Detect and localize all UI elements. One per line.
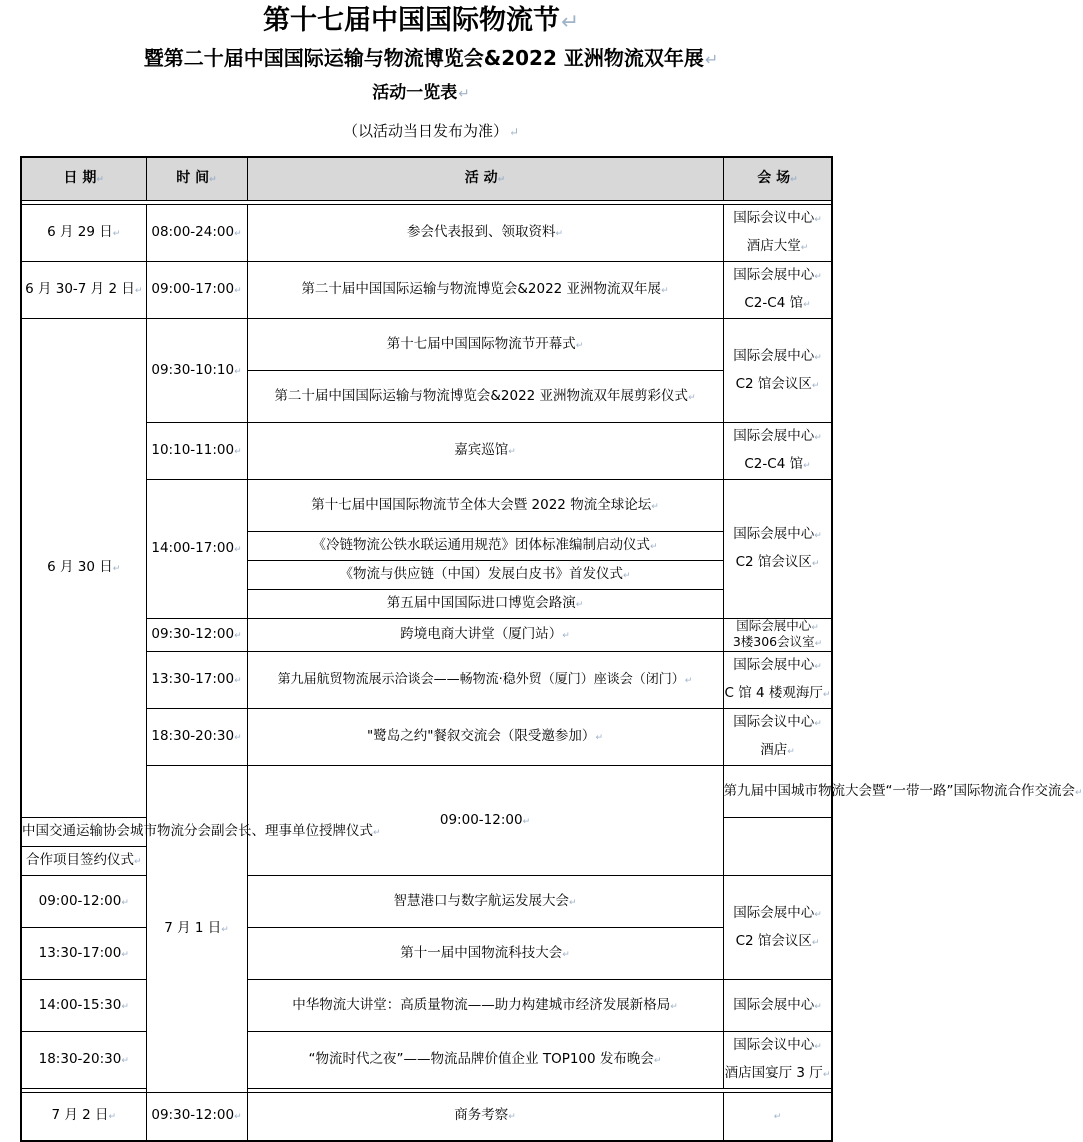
activity-cell: 第二十届中国国际运输与物流博览会&2022 亚洲物流双年展↵ [247,262,723,319]
header-date: 日 期↵ [21,157,146,201]
venue-cell: 国际会展中心↵ C2 馆会议区↵ [723,480,832,619]
header-time: 时 间↵ [146,157,247,201]
list-title: 活动一览表↵ [372,83,470,103]
time-cell: 09:30-12:00↵ [146,619,247,652]
time-cell: 09:00-17:00↵ [146,262,247,319]
date-cell: 6 月 29 日↵ [21,205,146,262]
time-cell: 09:00-12:00↵ [247,766,723,876]
table-row [21,980,832,1032]
table-row [21,319,832,371]
venue-cell: 国际会展中心↵ C2-C4 馆↵ [723,423,832,480]
venue-cell: 国际会展中心↵ 3楼306会议室↵ [723,619,832,652]
table-row [21,205,832,262]
table-row [21,1093,832,1141]
activity-cell: 第九届航贸物流展示洽谈会——畅物流·稳外贸（厦门）座谈会（闭门）↵ [247,652,723,709]
activity-cell: 商务考察↵ [247,1093,723,1141]
activity-cell: 智慧港口与数字航运发展大会↵ [247,876,723,928]
activity-cell: "鹭岛之约"餐叙交流会（限受邀参加）↵ [247,709,723,766]
venue-cell: 国际会议中心↵ 酒店国宴厅 3 厅↵ [723,1032,832,1089]
activity-cell: 中国交通运输协会城市物流分会副会长、理事单位授牌仪式↵ [21,818,146,847]
venue-cell: 国际会展中心↵ [723,980,832,1032]
date-cell: 6 月 30 日↵ [21,319,146,818]
activity-cell: 第十七届中国国际物流节开幕式↵ [247,319,723,371]
activity-cell: 第十七届中国国际物流节全体大会暨 2022 物流全球论坛↵ [247,480,723,532]
date-cell: 7 月 1 日↵ [146,766,247,1093]
time-cell: 18:30-20:30↵ [146,709,247,766]
header-venue: 会 场↵ [723,157,832,201]
venue-cell: 国际会展中心↵ C2-C4 馆↵ [723,262,832,319]
time-cell: 09:00-12:00↵ [21,876,146,928]
activity-cell: 第九届中国城市物流大会暨“一带一路”国际物流合作交流会↵ [723,766,832,818]
activity-cell: 中华物流大讲堂：高质量物流——助力构建城市经济发展新格局↵ [247,980,723,1032]
time-cell: 13:30-17:00↵ [146,652,247,709]
page-title: 第十七届中国国际物流节↵ [262,5,580,36]
page-subtitle: 暨第二十届中国国际运输与物流博览会&2022 亚洲物流双年展↵ [143,46,719,70]
table-row [21,262,832,319]
time-cell: 18:30-20:30↵ [21,1032,146,1089]
time-cell: 14:00-15:30↵ [21,980,146,1032]
schedule-note: （以活动当日发布为准）↵ [342,122,520,140]
activity-cell: 嘉宾巡馆↵ [247,423,723,480]
time-cell: 09:30-12:00↵ [146,1093,247,1141]
activity-cell: 第五届中国国际进口博览会路演↵ [247,590,723,619]
time-cell: 09:30-10:10↵ [146,319,247,423]
date-cell: 7 月 2 日↵ [21,1093,146,1141]
activity-cell: “物流时代之夜”——物流品牌价值企业 TOP100 发布晚会↵ [247,1032,723,1089]
schedule-table [20,156,1083,1142]
venue-cell: 国际会展中心↵ C 馆 4 楼观海厅↵ [723,652,832,709]
venue-cell: ↵ [723,1093,832,1141]
time-cell: 13:30-17:00↵ [21,928,146,980]
header-activity: 活 动↵ [247,157,723,201]
venue-cell: 国际会展中心↵ C2 馆会议区↵ [723,319,832,423]
table-row [21,876,832,928]
activity-cell: 第十一届中国物流科技大会↵ [247,928,723,980]
venue-cell: 国际会议中心↵ 酒店大堂↵ [723,205,832,262]
table-row [21,1032,832,1089]
activity-cell: 《冷链物流公铁水联运通用规范》团体标准编制启动仪式↵ [247,532,723,561]
table-header-row [21,157,832,201]
time-cell: 08:00-24:00↵ [146,205,247,262]
table-row [21,928,832,980]
venue-cell: 国际会议中心↵ 酒店↵ [723,709,832,766]
activity-cell: 第二十届中国国际运输与物流博览会&2022 亚洲物流双年展剪彩仪式↵ [247,371,723,423]
venue-cell: 国际会展中心↵ C2 馆会议区↵ [723,876,832,980]
date-cell: 6 月 30-7 月 2 日↵ [21,262,146,319]
time-cell: 14:00-17:00↵ [146,480,247,619]
activity-cell: 跨境电商大讲堂（厦门站）↵ [247,619,723,652]
time-cell: 10:10-11:00↵ [146,423,247,480]
activity-cell: 参会代表报到、领取资料↵ [247,205,723,262]
activity-cell: 合作项目签约仪式↵ [21,847,146,876]
activity-cell: 《物流与供应链（中国）发展白皮书》首发仪式↵ [247,561,723,590]
